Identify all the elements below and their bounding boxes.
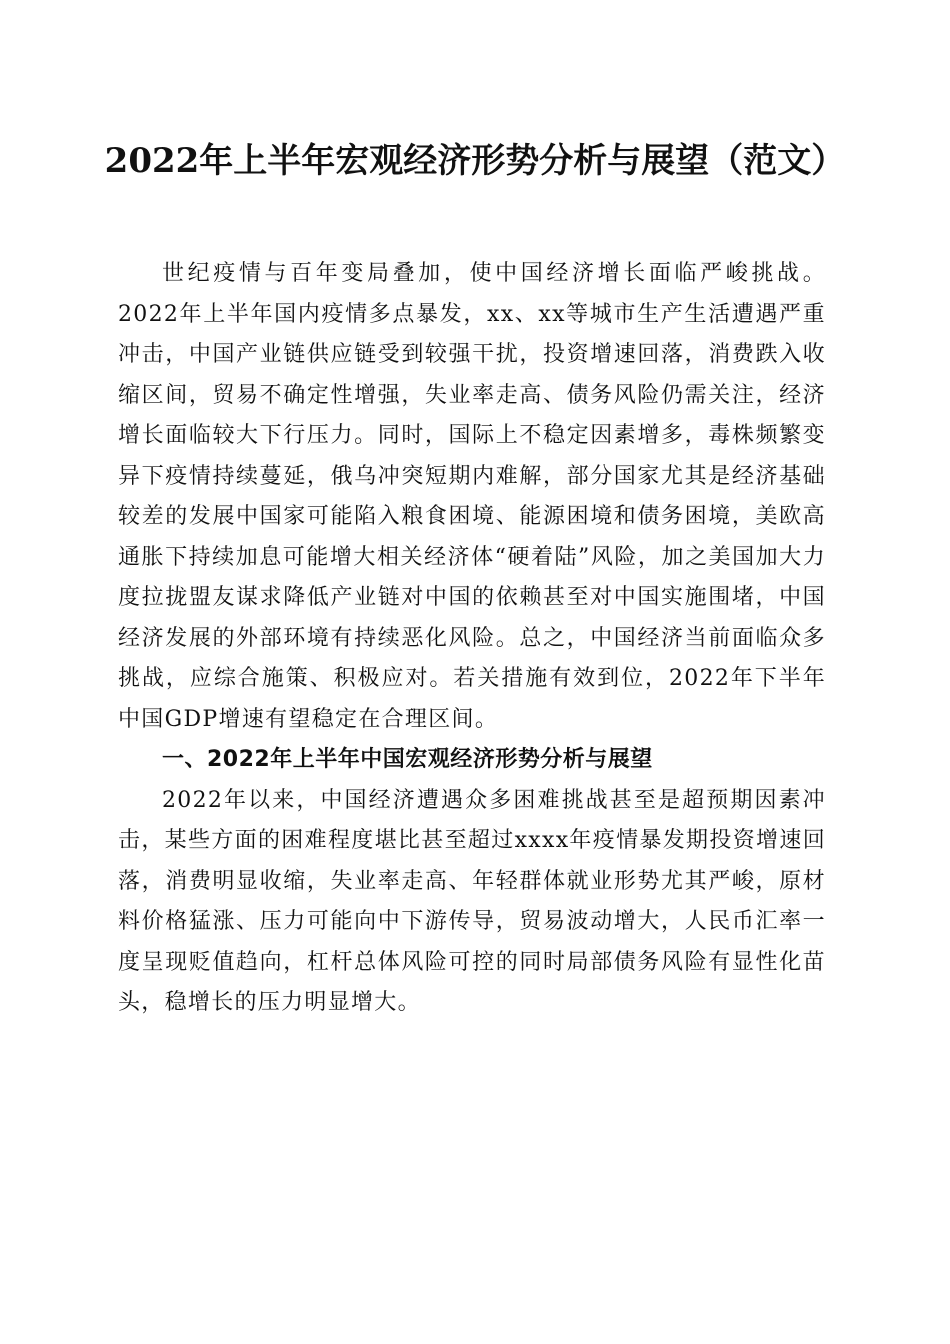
- document-body: [118, 254, 826, 1024]
- intro-paragraph: 世纪疫情与百年变局叠加，使中国经济增长面临严峻挑战。2022年上半年国内疫情多点暴发，xx、xx等城市生产生活遭遇严重冲击，中国产业链供应链受到较强干扰，投资增速回落，消费跌入收缩区间，贸易不确定性增强，失业率走高、债务风险仍需关注，经济增长面临较大下行压力。同时，国际上不稳定因素增多，毒株频繁变异下疫情持续蔓延，俄乌冲突短期内难解，部分国家尤其是经济基础较差的发展中国家可能陷入粮食困境、能源困境和债务困境，美欧高通胀下持续加息可能增大相关经济体“硬着陆”风险，加之美国加大力度拉拢盟友谋求降低产业链对中国的依赖甚至对中国实施围堵，中国经济发展的外部环境有持续恶化风险。总之，中国经济当前面临众多挑战，应综合施策、积极应对。若关措施有效到位，2022年下半年中国GDP增速有望稳定在合理区间。: [118, 261, 826, 732]
- section-paragraph: 2022年以来，中国经济遭遇众多困难挑战甚至是超预期因素冲击，某些方面的困难程度堪比甚至超过xxxx年疫情暴发期投资增速回落，消费明显收缩，失业率走高、年轻群体就业形势尤其严峻，原材料价格猛涨、压力可能向中下游传导，贸易波动增大，人民币汇率一度呈现贬值趋向，杠杆总体风险可控的同时局部债务风险有显性化苗头，稳增长的压力明显增大。: [118, 787, 826, 1015]
- section-heading: 一、2022年上半年中国宏观经济形势分析与展望: [162, 747, 653, 772]
- document-title: 2022年上半年宏观经济形势分析与展望（范文）: [104, 141, 846, 181]
